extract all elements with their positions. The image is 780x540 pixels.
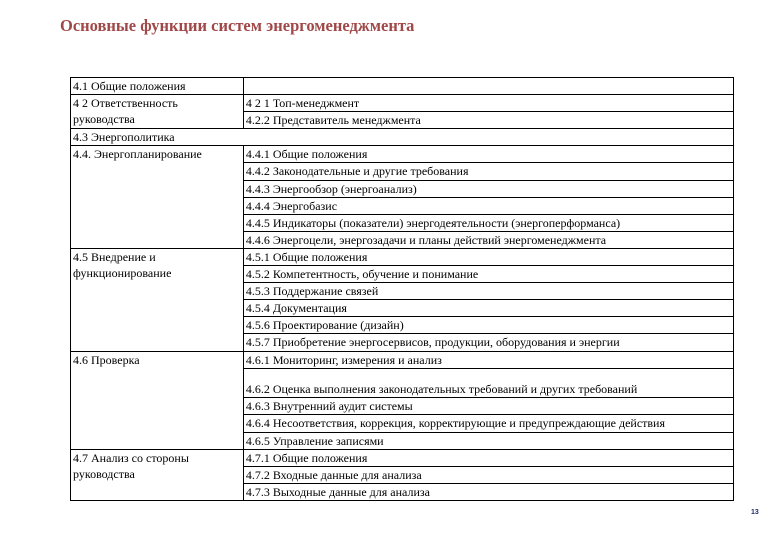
item-cell: 4.7.2 Входные данные для анализа xyxy=(243,466,733,483)
table-row xyxy=(71,95,734,112)
page-number: 13 xyxy=(751,509,759,516)
item-cell: 4.5.1 Общие положения xyxy=(243,248,733,265)
item-cell: 4.6.3 Внутренний аудит системы xyxy=(243,397,733,414)
item-cell: 4.4.6 Энергоцели, энергозадачи и планы действий энергоменеджмента xyxy=(243,231,733,248)
section-cell: 4.3 Энергополитика xyxy=(71,129,734,146)
table-row xyxy=(71,248,734,265)
item-cell: 4.6.4 Несоответствия, коррекция, корректирующие и предупреждающие действия xyxy=(243,414,733,432)
table-row xyxy=(71,78,734,95)
item-cell: 4.6.2 Оценка выполнения законодательных требований и других требований xyxy=(243,368,733,397)
section-cell: 4.7 Анализ со стороны руководства xyxy=(71,449,244,500)
item-cell: 4.4.3 Энергообзор (энергоанализ) xyxy=(243,180,733,197)
item-cell: 4.4.2 Законодательные и другие требования xyxy=(243,163,733,180)
table-row xyxy=(71,129,734,146)
item-cell: 4.5.2 Компетентность, обучение и понимание xyxy=(243,266,733,283)
section-cell: 4.5 Внедрение и функционирование xyxy=(71,248,244,351)
table-row xyxy=(71,351,734,368)
item-cell: 4.5.7 Приобретение энергосервисов, продукции, оборудования и энергии xyxy=(243,334,733,351)
section-cell: 4.6 Проверка xyxy=(71,351,244,449)
table-row xyxy=(71,449,734,466)
item-cell: 4.7.3 Выходные данные для анализа xyxy=(243,483,733,500)
item-cell xyxy=(243,78,733,95)
item-cell: 4.4.1 Общие положения xyxy=(243,146,733,163)
item-cell: 4.4.4 Энергобазис xyxy=(243,197,733,214)
slide-title: Основные функции систем энергоменеджмента xyxy=(60,16,415,35)
item-cell: 4.6.1 Мониторинг, измерения и анализ xyxy=(243,351,733,368)
item-cell: 4 2 1 Топ-менеджмент xyxy=(243,95,733,112)
functions-table xyxy=(70,77,734,501)
item-cell: 4.2.2 Представитель менеджмента xyxy=(243,112,733,129)
section-cell: 4 2 Ответственность руководства xyxy=(71,95,244,129)
item-cell: 4.7.1 Общие положения xyxy=(243,449,733,466)
table-row xyxy=(71,146,734,163)
item-cell: 4.4.5 Индикаторы (показатели) энергодеятельности (энергоперформанса) xyxy=(243,214,733,231)
item-cell: 4.5.6 Проектирование (дизайн) xyxy=(243,317,733,334)
item-cell: 4.5.4 Документация xyxy=(243,300,733,317)
section-cell: 4.4. Энергопланирование xyxy=(71,146,244,249)
section-cell: 4.1 Общие положения xyxy=(71,78,244,95)
item-cell: 4.5.3 Поддержание связей xyxy=(243,283,733,300)
item-cell: 4.6.5 Управление записями xyxy=(243,432,733,449)
